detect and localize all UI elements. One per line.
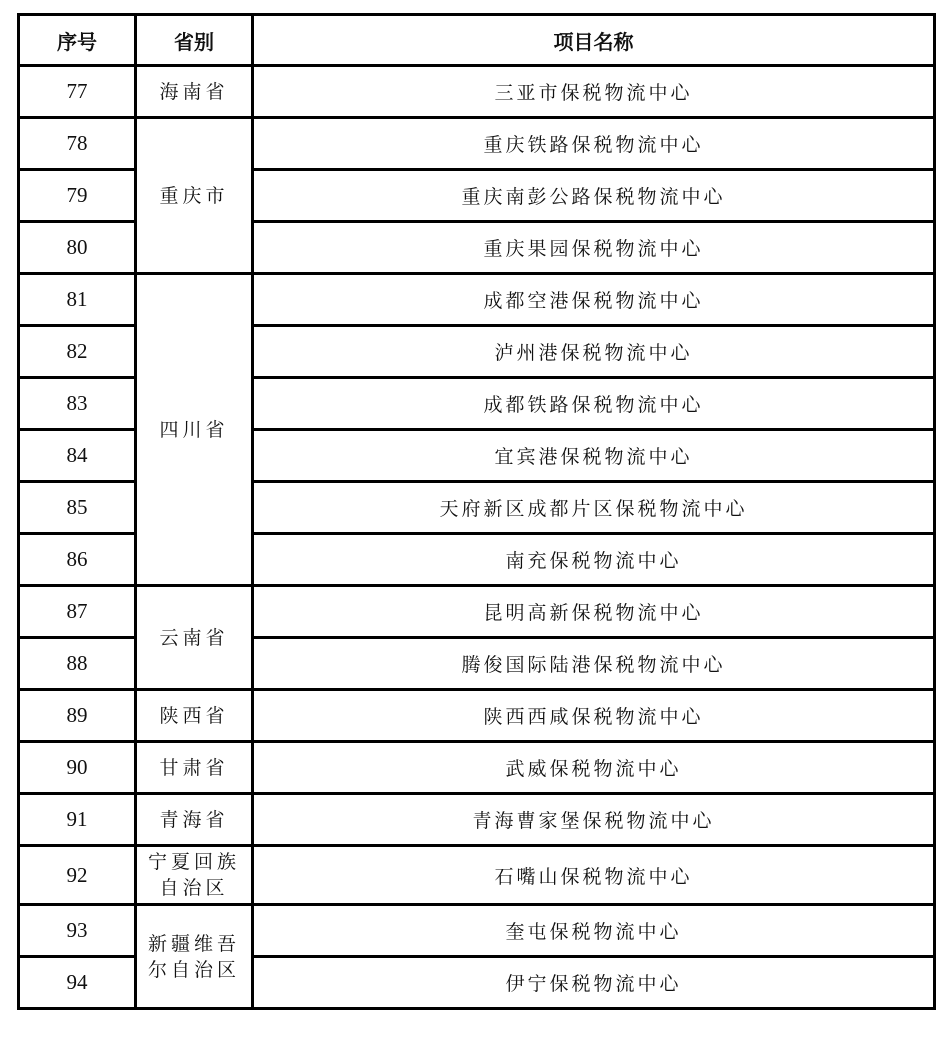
header-province: 省别 <box>136 15 253 66</box>
province-cell <box>136 794 253 846</box>
province-cell <box>136 742 253 794</box>
seq-cell: 85 <box>19 482 136 534</box>
province-label: 四川省 <box>159 418 229 441</box>
project-name-cell: 伊宁保税物流中心 <box>253 957 935 1009</box>
province-label: 新疆维吾尔自治区 <box>147 932 240 981</box>
project-name-cell: 重庆铁路保税物流中心 <box>253 118 935 170</box>
seq-cell: 77 <box>19 66 136 118</box>
seq-cell: 93 <box>19 905 136 957</box>
table-row <box>19 118 935 170</box>
province-label: 青海省 <box>159 808 229 831</box>
seq-cell: 83 <box>19 378 136 430</box>
province-label: 宁夏回族自治区 <box>147 851 240 899</box>
table-row <box>19 274 935 326</box>
table-row <box>19 66 935 118</box>
seq-cell: 81 <box>19 274 136 326</box>
province-cell <box>136 690 253 742</box>
seq-cell: 88 <box>19 638 136 690</box>
project-name-cell: 宜宾港保税物流中心 <box>253 430 935 482</box>
seq-cell: 90 <box>19 742 136 794</box>
project-name-cell: 三亚市保税物流中心 <box>253 66 935 118</box>
province-cell <box>136 905 253 1009</box>
province-cell <box>136 274 253 586</box>
province-label: 重庆市 <box>159 184 229 207</box>
project-name-cell: 腾俊国际陆港保税物流中心 <box>253 638 935 690</box>
project-name-cell: 重庆南彭公路保税物流中心 <box>253 170 935 222</box>
province-label: 云南省 <box>159 626 229 649</box>
province-label: 陕西省 <box>159 704 229 727</box>
header-row <box>19 15 935 66</box>
project-name-cell: 天府新区成都片区保税物流中心 <box>253 482 935 534</box>
project-name-cell: 泸州港保税物流中心 <box>253 326 935 378</box>
seq-cell: 92 <box>19 846 136 905</box>
project-name-cell: 武威保税物流中心 <box>253 742 935 794</box>
seq-cell: 91 <box>19 794 136 846</box>
seq-cell: 89 <box>19 690 136 742</box>
header-name: 项目名称 <box>253 15 935 66</box>
bonded-logistics-table <box>17 13 936 1010</box>
table-row <box>19 742 935 794</box>
province-label: 甘肃省 <box>159 756 229 779</box>
seq-cell: 94 <box>19 957 136 1009</box>
project-name-cell: 成都空港保税物流中心 <box>253 274 935 326</box>
table-row <box>19 586 935 638</box>
project-name-cell: 青海曹家堡保税物流中心 <box>253 794 935 846</box>
province-cell <box>136 846 253 905</box>
province-cell <box>136 586 253 690</box>
table-row <box>19 794 935 846</box>
seq-cell: 78 <box>19 118 136 170</box>
seq-cell: 82 <box>19 326 136 378</box>
province-cell <box>136 118 253 274</box>
seq-cell: 80 <box>19 222 136 274</box>
table-row <box>19 846 935 905</box>
seq-cell: 79 <box>19 170 136 222</box>
table-row <box>19 690 935 742</box>
project-name-cell: 奎屯保税物流中心 <box>253 905 935 957</box>
project-name-cell: 陕西西咸保税物流中心 <box>253 690 935 742</box>
table-row <box>19 905 935 957</box>
header-seq: 序号 <box>19 15 136 66</box>
province-cell <box>136 66 253 118</box>
project-name-cell: 南充保税物流中心 <box>253 534 935 586</box>
project-name-cell: 昆明高新保税物流中心 <box>253 586 935 638</box>
province-label: 海南省 <box>159 80 229 103</box>
seq-cell: 84 <box>19 430 136 482</box>
seq-cell: 86 <box>19 534 136 586</box>
seq-cell: 87 <box>19 586 136 638</box>
project-name-cell: 重庆果园保税物流中心 <box>253 222 935 274</box>
project-name-cell: 石嘴山保税物流中心 <box>253 846 935 905</box>
project-name-cell: 成都铁路保税物流中心 <box>253 378 935 430</box>
